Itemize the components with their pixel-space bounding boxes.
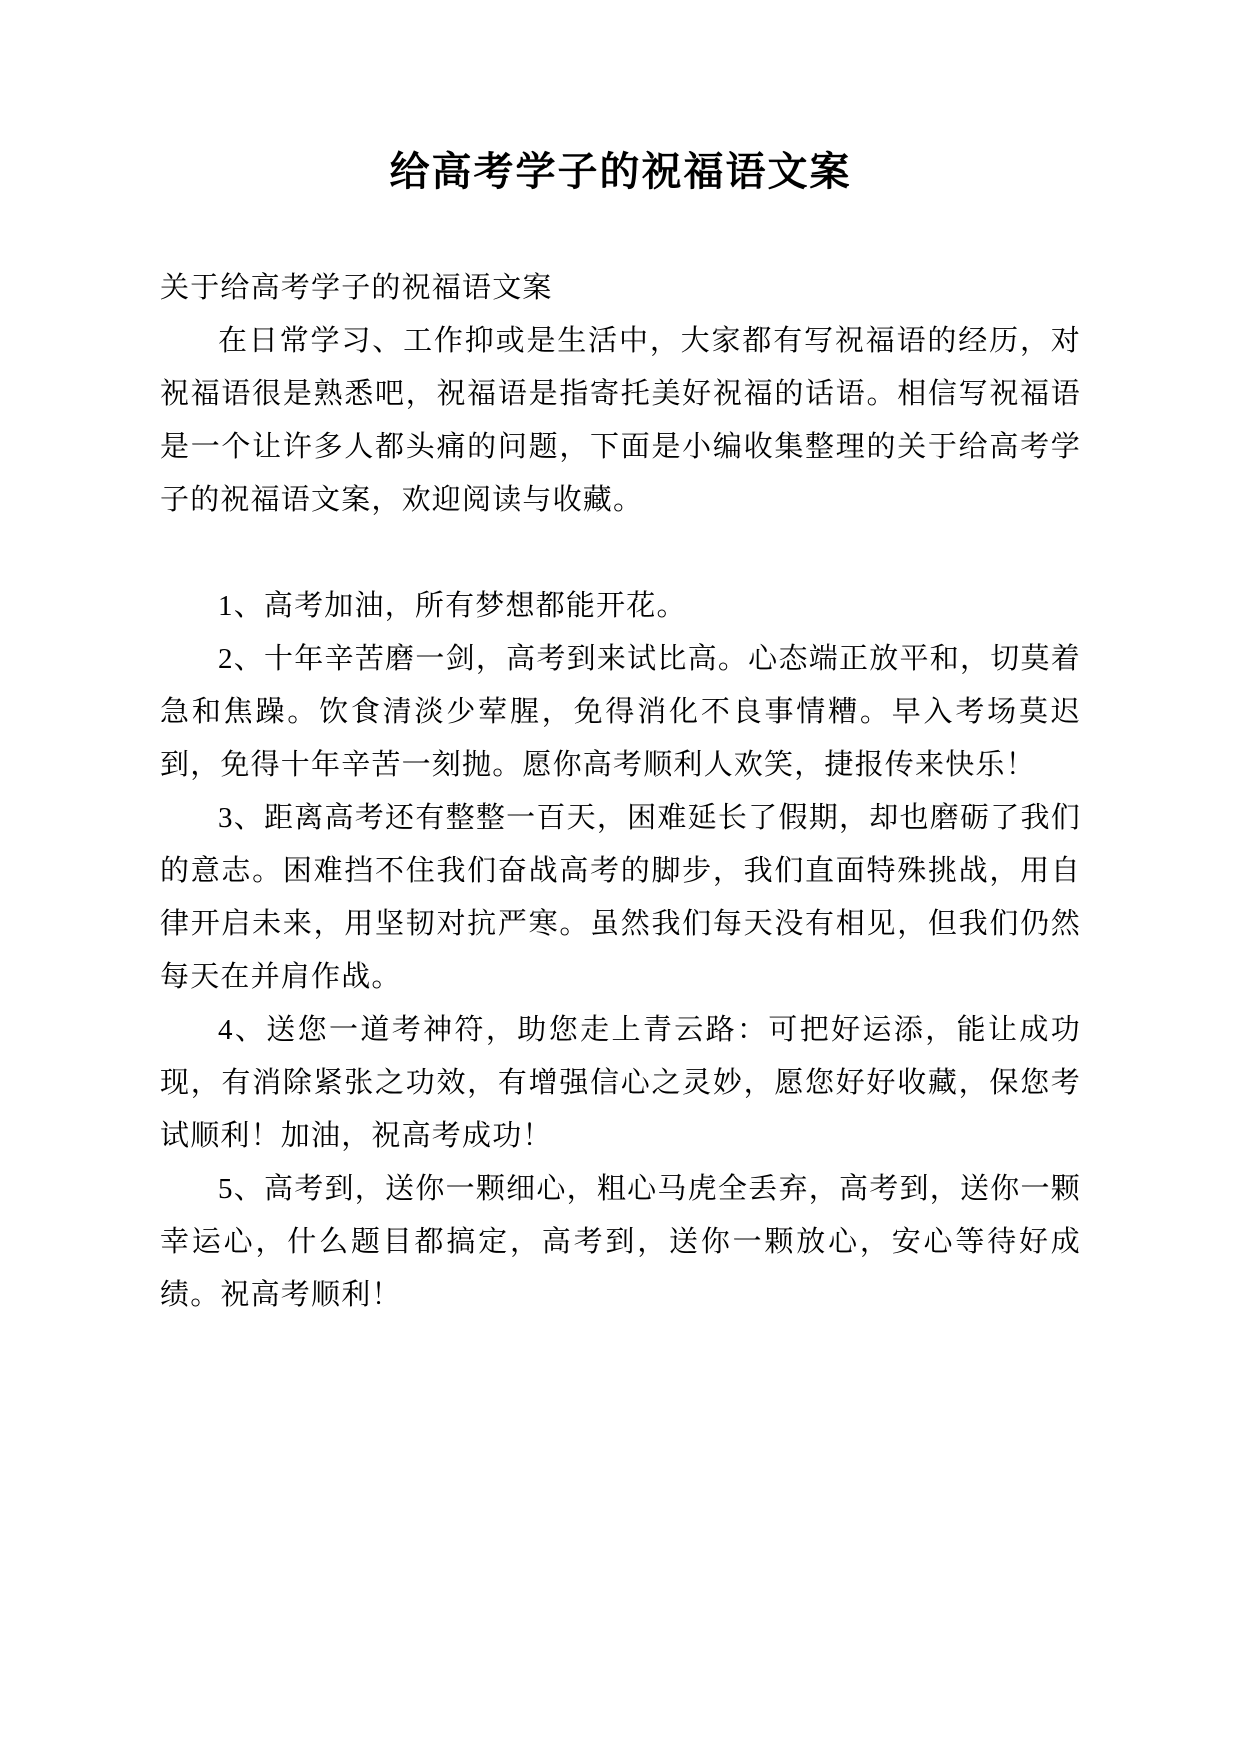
page-title: 给高考学子的祝福语文案 xyxy=(389,150,852,194)
paragraph-item-5: 5、高考到，送你一颗细心，粗心马虎全丢弃，高考到，送你一颗幸运心，什么题目都搞定，高考到，送你一颗放心，安心等待好成绩。祝高考顺利！ xyxy=(160,1173,1081,1311)
document-body xyxy=(160,262,1081,1322)
paragraph-item-3: 3、距离高考还有整整一百天，困难延长了假期，却也磨砺了我们的意志。困难挡不住我们奋战高考的脚步，我们直面特殊挑战，用自律开启未来，用坚韧对抗严寒。虽然我们每天没有相见，但我们仍然每天在并肩作战。 xyxy=(160,802,1081,993)
paragraph-item-4: 4、送您一道考神符，助您走上青云路：可把好运添，能让成功现，有消除紧张之功效，有增强信心之灵妙，愿您好好收藏，保您考试顺利！加油，祝高考成功！ xyxy=(160,1014,1081,1152)
paragraph-preface: 在日常学习、工作抑或是生活中，大家都有写祝福语的经历，对祝福语很是熟悉吧，祝福语是指寄托美好祝福的话语。相信写祝福语是一个让许多人都头痛的问题，下面是小编收集整理的关于给高考学子的祝福语文案，欢迎阅读与收藏。 xyxy=(160,325,1081,516)
paragraph-spacer xyxy=(160,527,1081,580)
paragraph-item-2: 2、十年辛苦磨一剑，高考到来试比高。心态端正放平和，切莫着急和焦躁。饮食清淡少荤腥，免得消化不良事情糟。早入考场莫迟到，免得十年辛苦一刻抛。愿你高考顺利人欢笑，捷报传来快乐！ xyxy=(160,643,1081,781)
paragraph-intro-heading: 关于给高考学子的祝福语文案 xyxy=(160,272,553,304)
paragraph-item-1: 1、高考加油，所有梦想都能开花。 xyxy=(218,590,687,622)
